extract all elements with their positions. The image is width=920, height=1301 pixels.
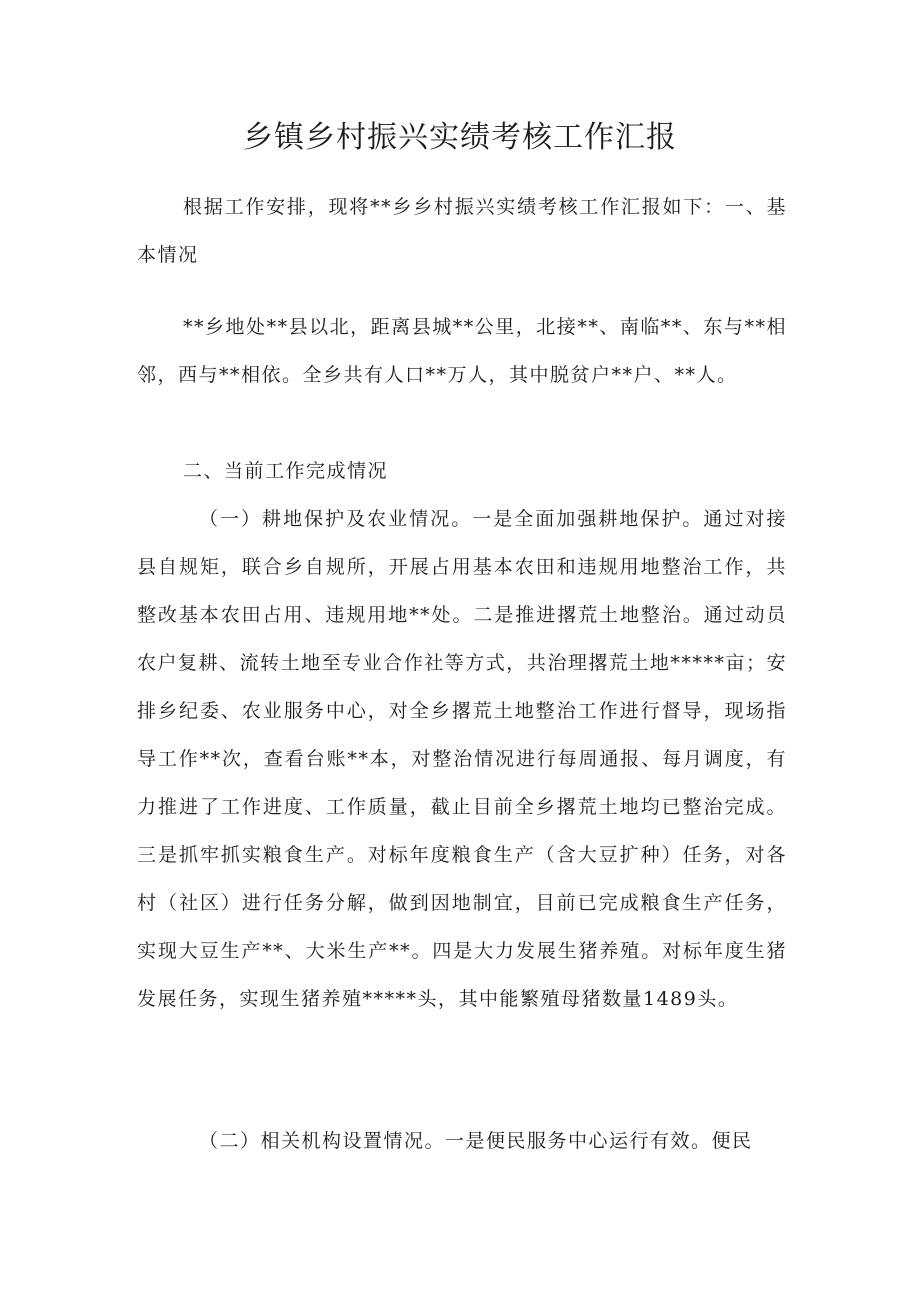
farmland-paragraph: （一）耕地保护及农业情况。一是全面加强耕地保护。通过对接县自规矩，联合乡自规所，开展占用基本农田和违规用地整治工作，共整改基本农田占用、违规用地**处。二是推进撂荒土地整治。通过动员农户复耕、流转土地至专业合作社等方式，共治理撂荒土地*****亩；安排乡纪委、农业服务中心，对全乡撂荒土地整治工作进行督导，现场指导工作**次，查看台账**本，对整治情况进行每周通报、每月调度，有力推进了工作进度、工作质量，截止目前全乡撂荒土地均已整治完成。三是抓牢抓实粮食生产。对标年度粮食生产（含大豆扩种）任务，对各村（社区）进行任务分解，做到因地制宜，目前已完成粮食生产任务，实现大豆生产**、大米生产**。四是大力发展生猪养殖。对标年度生猪发展任务，实现生猪养殖*****头，其中能繁殖母猪数量1489头。 <box>137 508 787 1010</box>
basic-info-paragraph: **乡地处**县以北，距离县城**公里，北接**、南临**、东与**相邻，西与**相依。全乡共有人口**万人，其中脱贫户**户、**人。 <box>137 316 787 386</box>
section-heading: 二、当前工作完成情况 <box>183 460 389 482</box>
document-title: 乡镇乡村振兴实绩考核工作汇报 <box>243 120 677 155</box>
intro-paragraph: 根据工作安排，现将**乡乡村振兴实绩考核工作汇报如下：一、基本情况 <box>137 196 787 266</box>
institutions-paragraph: （二）相关机构设置情况。一是便民服务中心运行有效。便民 <box>199 1130 753 1152</box>
